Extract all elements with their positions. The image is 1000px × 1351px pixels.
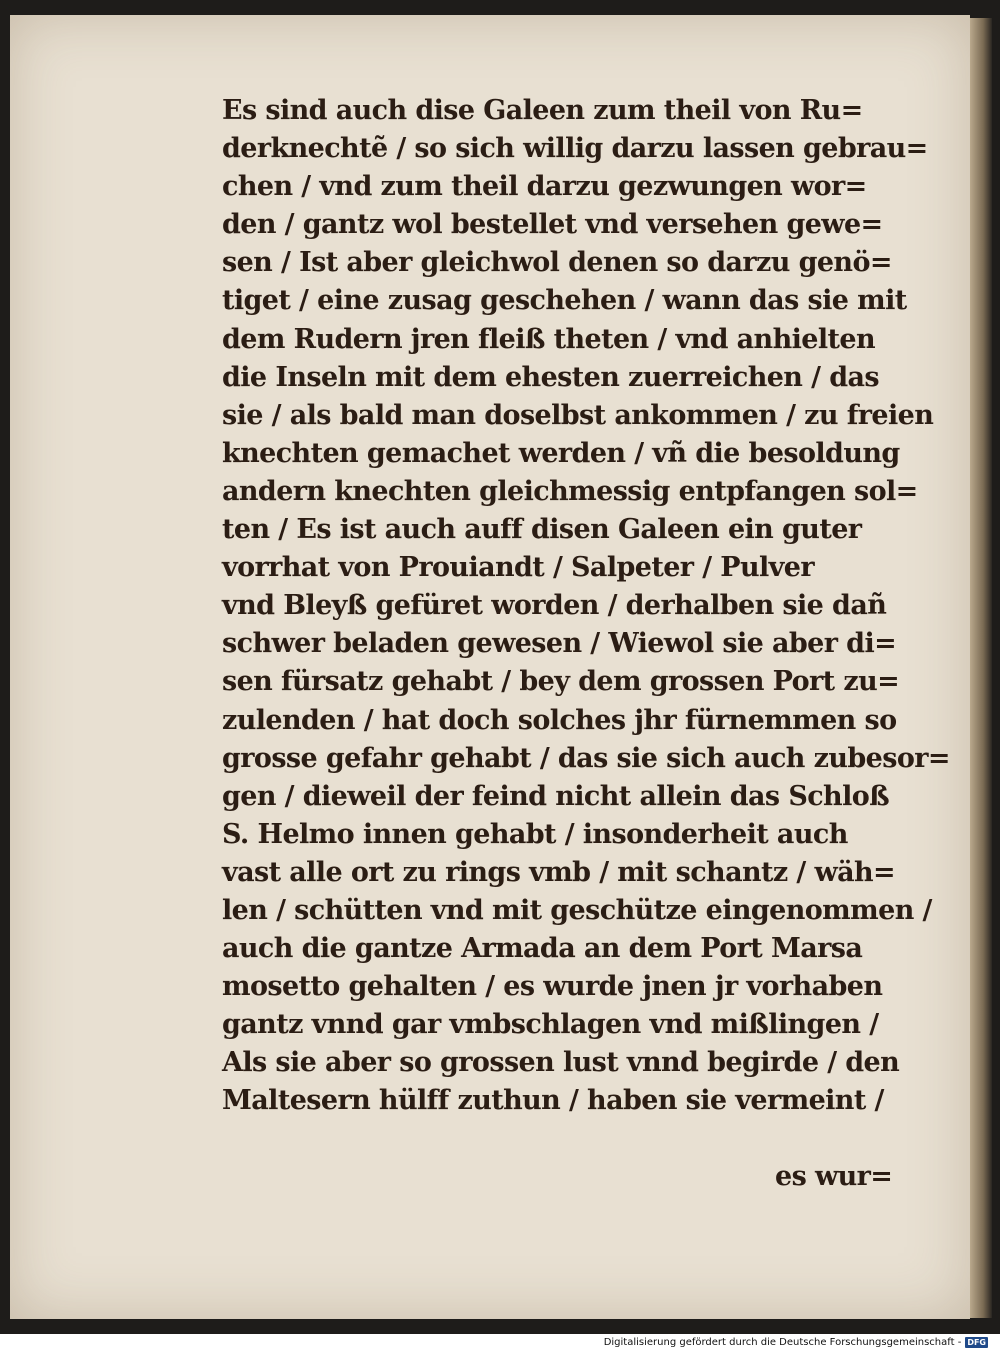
text-line: andern knechten gleichmessig entpfangen sol= — [222, 475, 918, 507]
text-line: len / schütten vnd mit geschütze eingenommen / — [222, 894, 932, 926]
text-line: schwer beladen gewesen / Wiewol sie aber di= — [222, 628, 897, 660]
text-line: gen / dieweil der feind nicht allein das Schloß — [222, 780, 890, 812]
text-line: Maltesern hülff zuthun / haben sie vermeint / — [222, 1085, 884, 1117]
text-line: tiget / eine zusag geschehen / wann das sie mit — [222, 285, 907, 317]
text-line: knechten gemachet werden / vñ die besoldung — [222, 437, 900, 469]
text-line: chen / vnd zum theil darzu gezwungen wor= — [222, 171, 867, 203]
text-line: derknechtẽ / so sich willig darzu lassen gebrau= — [222, 133, 928, 165]
text-line: die Inseln mit dem ehesten zuerreichen / das — [222, 361, 879, 393]
text-line: gantz vnnd gar vmbschlagen vnd mißlingen / — [222, 1009, 879, 1041]
text-line: dem Rudern jren fleiß theten / vnd anhielten — [222, 323, 875, 355]
text-line: grosse gefahr gehabt / das sie sich auch zubesor= — [222, 742, 950, 774]
digitization-footer — [604, 1334, 988, 1351]
text-line: mosetto gehalten / es wurde jnen jr vorhaben — [222, 971, 883, 1003]
text-line: Als sie aber so grossen lust vnnd begirde / den — [222, 1047, 900, 1079]
text-line: den / gantz wol bestellet vnd versehen gewe= — [222, 209, 883, 241]
catchword: es wur= — [775, 1161, 893, 1192]
text-line: ten / Es ist auch auff disen Galeen ein guter — [222, 514, 862, 546]
text-line: vorrhat von Prouiandt / Salpeter / Pulver — [222, 552, 814, 584]
text-line: vast alle ort zu rings vmb / mit schantz / wäh= — [222, 856, 896, 888]
funding-credit: Digitalisierung gefördert durch die Deutsche Forschungsgemeinschaft - — [603, 1337, 962, 1348]
text-line: S. Helmo innen gehabt / insonderheit auch — [222, 818, 848, 850]
text-line: Es sind auch dise Galeen zum theil von Ru= — [222, 95, 863, 126]
text-line: zulenden / hat doch solches jhr fürnemmen so — [222, 704, 897, 736]
page-edge — [970, 18, 992, 1318]
text-line: sie / als bald man doselbst ankommen / zu freien — [222, 399, 934, 431]
text-line: sen fürsatz gehabt / bey dem grossen Port zu= — [222, 666, 900, 698]
text-line: sen / Ist aber gleichwol denen so darzu genö= — [222, 247, 892, 279]
page-text — [222, 92, 950, 1121]
dfg-logo: DFG — [967, 1338, 986, 1347]
text-line: auch die gantze Armada an dem Port Marsa — [222, 933, 863, 965]
text-line: vnd Bleyß gefüret worden / derhalben sie dañ — [222, 590, 887, 622]
